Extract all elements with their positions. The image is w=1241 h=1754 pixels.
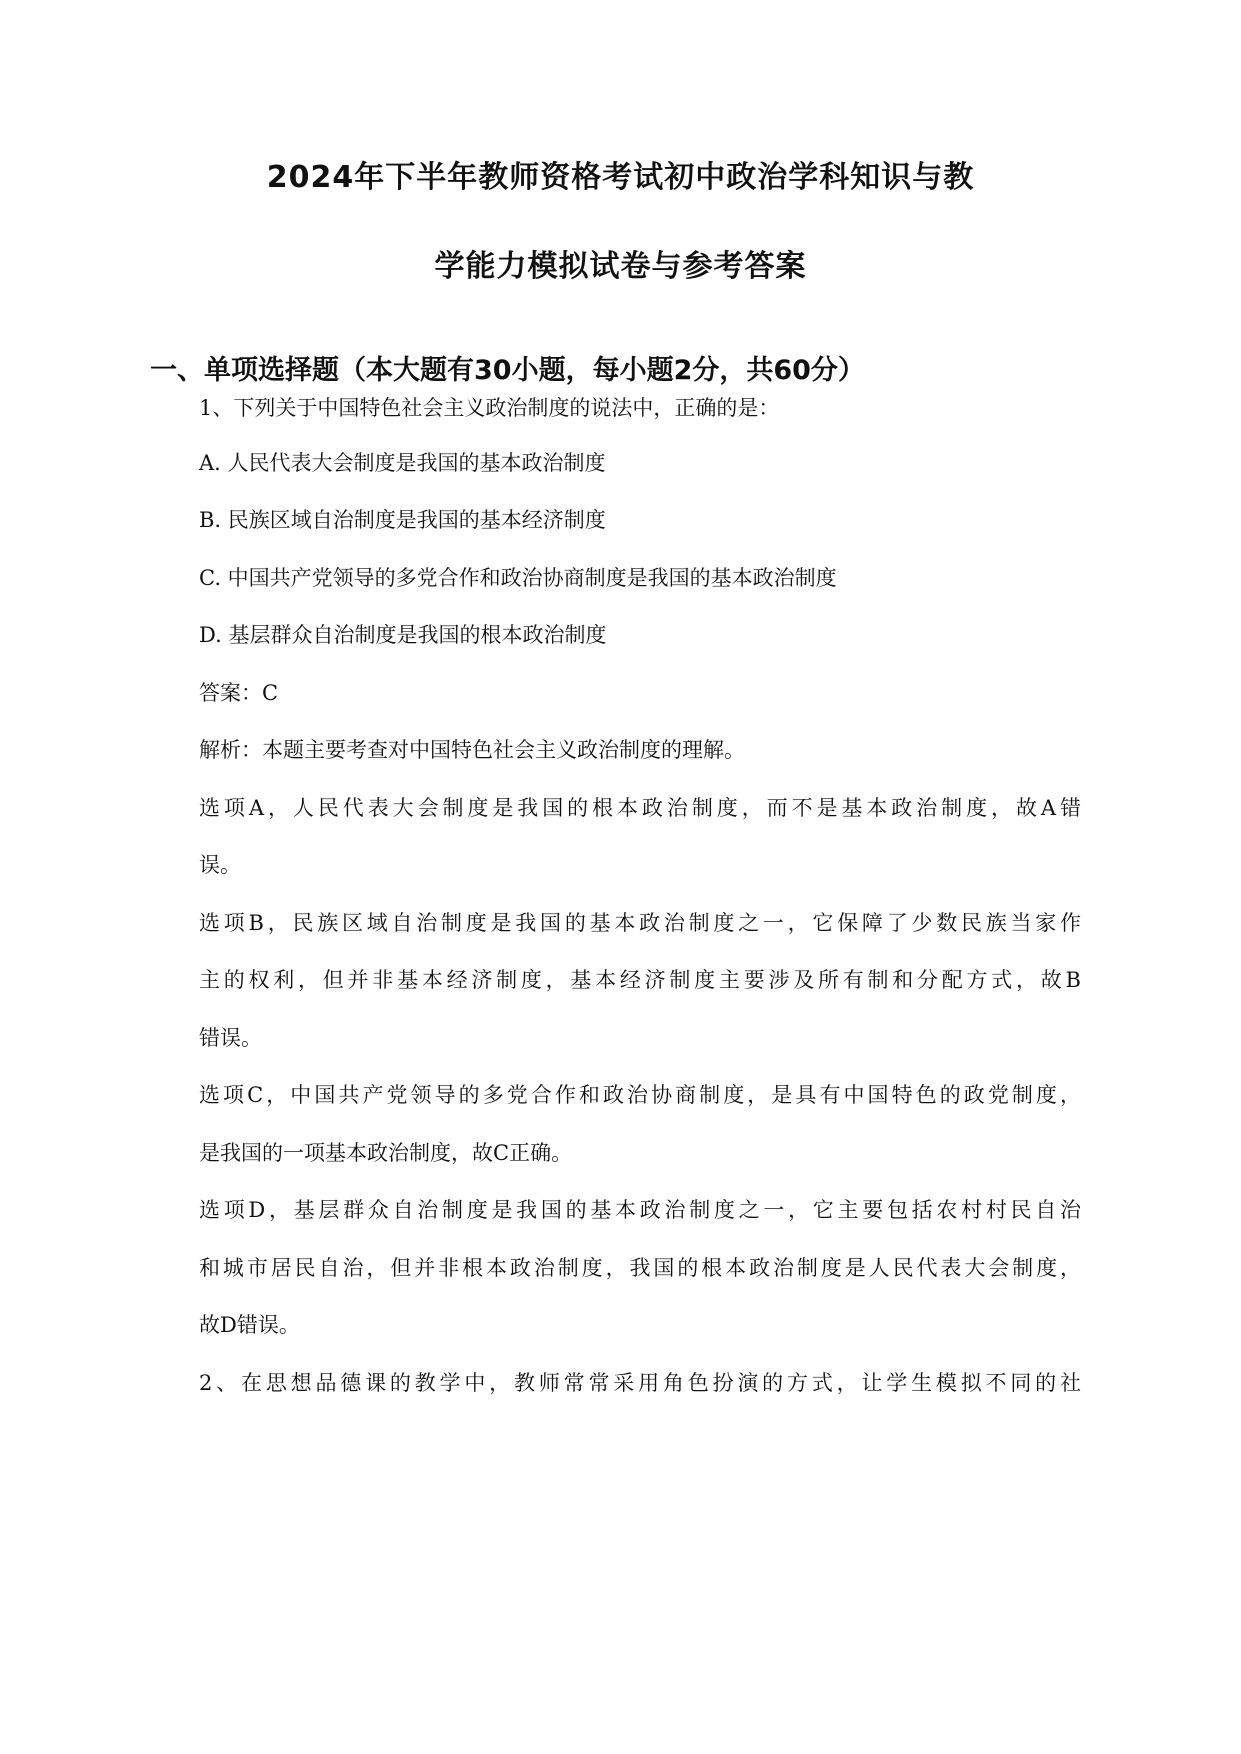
question-1-option-a: A. 人民代表大会制度是我国的基本政治制度 (199, 451, 606, 475)
analysis-line: 误。 (199, 853, 241, 877)
question-1-analysis-intro: 解析：本题主要考查对中国特色社会主义政治制度的理解。 (199, 738, 745, 762)
section-heading: 一、单项选择题（本大题有30小题，每小题2分，共60分） (150, 355, 865, 386)
document-title-line-2: 学能力模拟试卷与参考答案 (434, 249, 807, 284)
analysis-line: 选项B，民族区域自治制度是我国的基本政治制度之一，它保障了少数民族当家作 (199, 911, 1081, 935)
analysis-line: 选项A，人民代表大会制度是我国的根本政治制度，而不是基本政治制度，故A错 (199, 796, 1081, 820)
question-1-option-d: D. 基层群众自治制度是我国的根本政治制度 (199, 623, 607, 647)
analysis-line: 和城市居民自治，但并非根本政治制度，我国的根本政治制度是人民代表大会制度， (199, 1256, 1081, 1280)
analysis-line: 错误。 (199, 1026, 262, 1050)
question-2-stem: 2、在思想品德课的教学中，教师常常采用角色扮演的方式，让学生模拟不同的社 (199, 1371, 1081, 1395)
analysis-line: 是我国的一项基本政治制度，故C正确。 (199, 1141, 573, 1165)
analysis-line: 选项D，基层群众自治制度是我国的基本政治制度之一，它主要包括农村村民自治 (199, 1198, 1081, 1222)
document-title-line-1: 2024年下半年教师资格考试初中政治学科知识与教 (266, 160, 975, 195)
analysis-line: 故D错误。 (199, 1313, 300, 1337)
analysis-line: 主的权利，但并非基本经济制度，基本经济制度主要涉及所有制和分配方式，故B (199, 968, 1081, 992)
analysis-line: 选项C，中国共产党领导的多党合作和政治协商制度，是具有中国特色的政党制度， (199, 1083, 1081, 1107)
question-1-option-c: C. 中国共产党领导的多党合作和政治协商制度是我国的基本政治制度 (199, 566, 837, 590)
question-1-stem: 1、下列关于中国特色社会主义政治制度的说法中，正确的是： (199, 396, 780, 420)
question-1-answer: 答案：C (199, 681, 279, 705)
question-1-option-b: B. 民族区域自治制度是我国的基本经济制度 (199, 508, 606, 532)
